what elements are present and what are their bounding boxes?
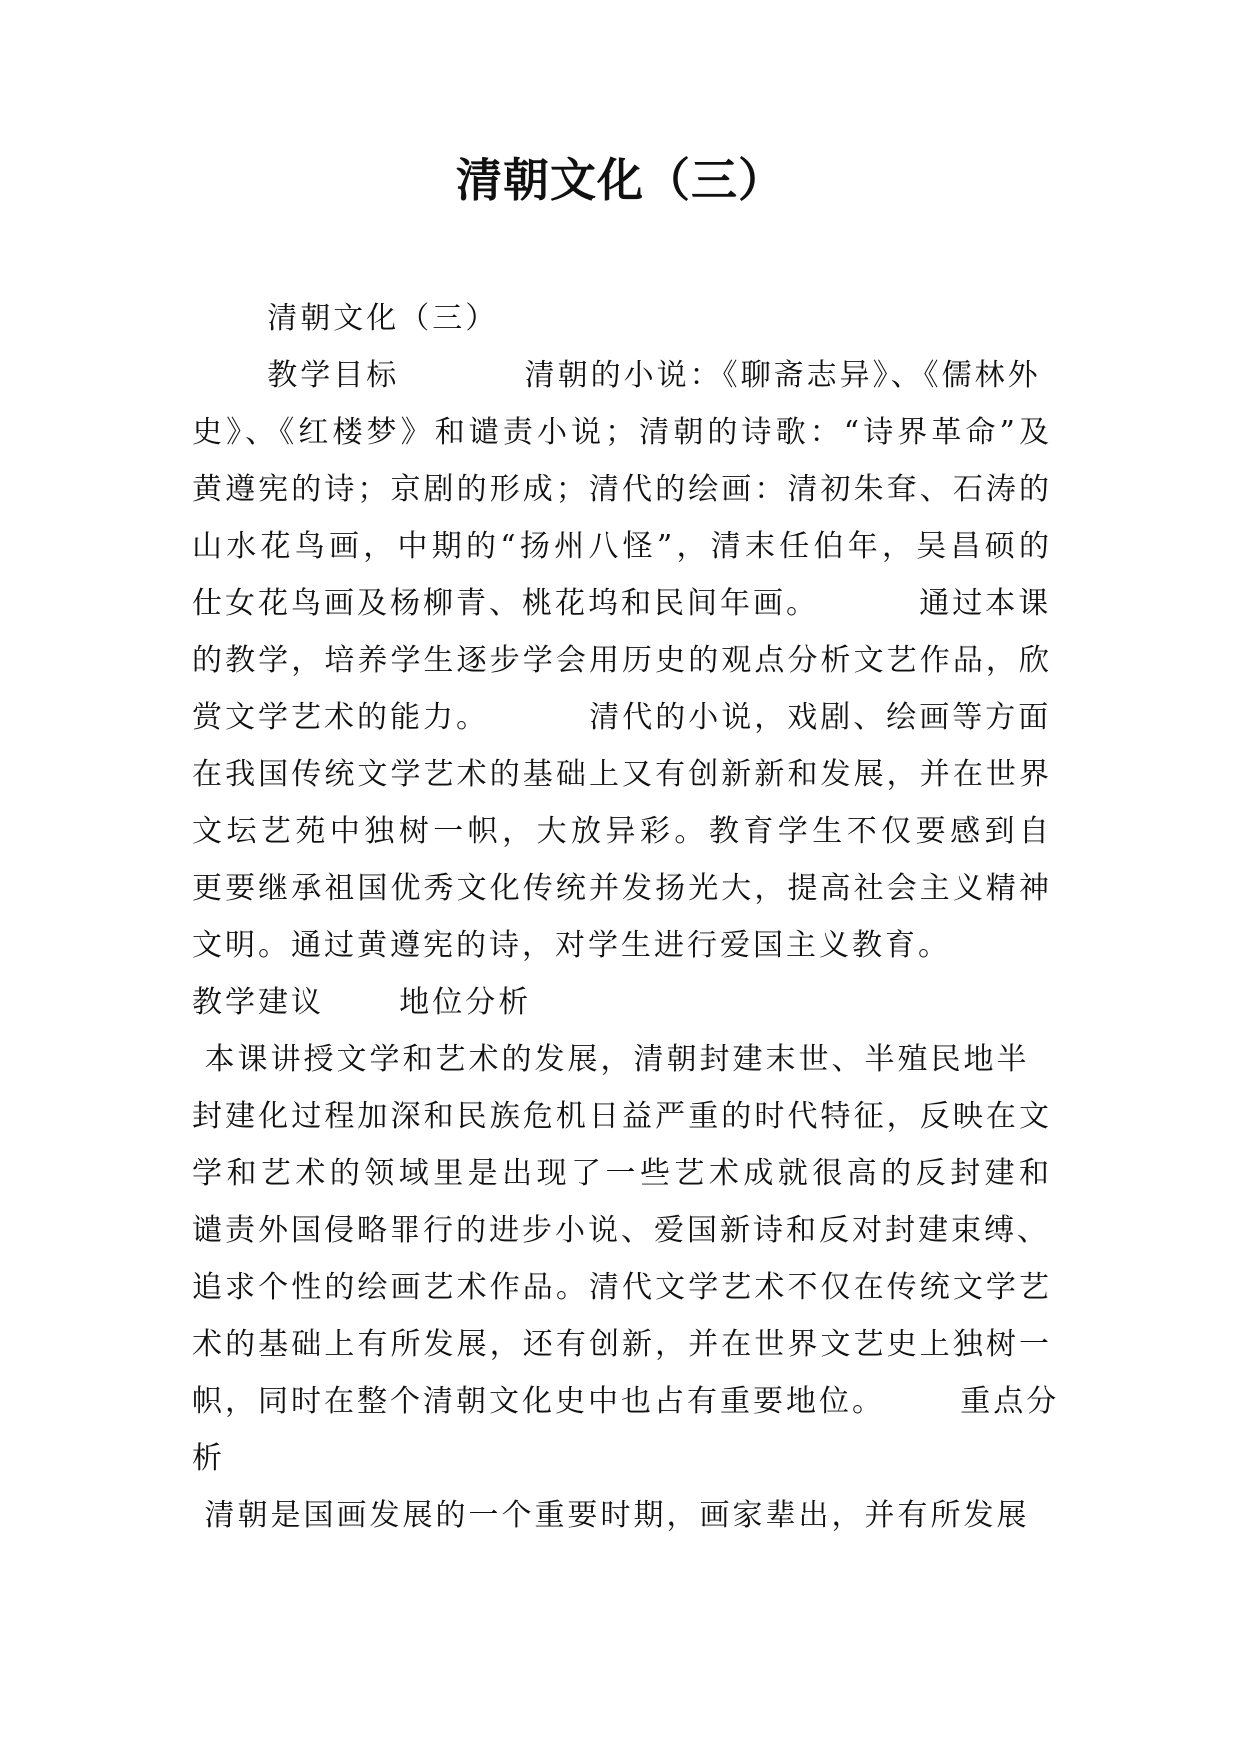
body-line-22: 清朝是国画发展的一个重要时期，画家辈出，并有所发展: [192, 1498, 1030, 1533]
body-line-14: 本课讲授文学和艺术的发展，清朝封建末世、半殖民地半: [192, 1042, 1030, 1077]
body-line-9: 在我国传统文学艺术的基础上又有创新新和发展，并在世界: [192, 757, 1052, 792]
body-line-3: 史》、《红楼梦》和谴责小说；清朝的诗歌：“诗界革命”及: [192, 415, 1052, 450]
body-line-2: 教学目标 清朝的小说：《聊斋志异》、《儒林外: [192, 358, 1041, 393]
body-line-19: 术的基础上有所发展，还有创新，并在世界文艺史上独树一: [192, 1327, 1052, 1362]
body-line-17: 谴责外国侵略罪行的进步小说、爱国新诗和反对封建束缚、: [192, 1213, 1050, 1248]
body-line-10: 文坛艺苑中独树一帜，大放异彩。教育学生不仅要感到自: [192, 814, 1052, 849]
body-line-6: 仕女花鸟画及杨柳青、桃花坞和民间年画。 通过本课: [192, 586, 1052, 621]
body-line-15: 封建化过程加深和民族危机日益严重的时代特征，反映在文: [192, 1099, 1052, 1134]
body-line-5: 山水花鸟画，中期的“扬州八怪”，清末任伯年，吴昌硕的: [192, 529, 1052, 564]
body-line-4: 黄遵宪的诗；京剧的形成；清代的绘画：清初朱耷、石涛的: [192, 472, 1052, 507]
body-line-1: 清朝文化（三）: [192, 301, 499, 336]
body-line-7: 的教学，培养学生逐步学会用历史的观点分析文艺作品，欣: [192, 643, 1052, 678]
body-line-12: 文明。通过黄遵宪的诗，对学生进行爱国主义教育。: [192, 928, 951, 963]
body-line-8: 赏文学艺术的能力。 清代的小说，戏剧、绘画等方面: [192, 700, 1052, 735]
body-line-21: 析: [192, 1441, 225, 1476]
body-line-18: 追求个性的绘画艺术作品。清代文学艺术不仅在传统文学艺: [192, 1270, 1052, 1305]
document-title: 清朝文化（三）: [456, 153, 785, 207]
body-line-20: 帜，同时在整个清朝文化史中也占有重要地位。 重点分: [192, 1384, 1060, 1419]
body-line-11: 更要继承祖国优秀文化传统并发扬光大，提高社会主义精神: [192, 871, 1052, 906]
body-line-16: 学和艺术的领域里是出现了一些艺术成就很高的反封建和: [192, 1156, 1052, 1191]
body-line-13: 教学建议 地位分析: [192, 985, 532, 1020]
document-body: [192, 290, 1060, 1544]
